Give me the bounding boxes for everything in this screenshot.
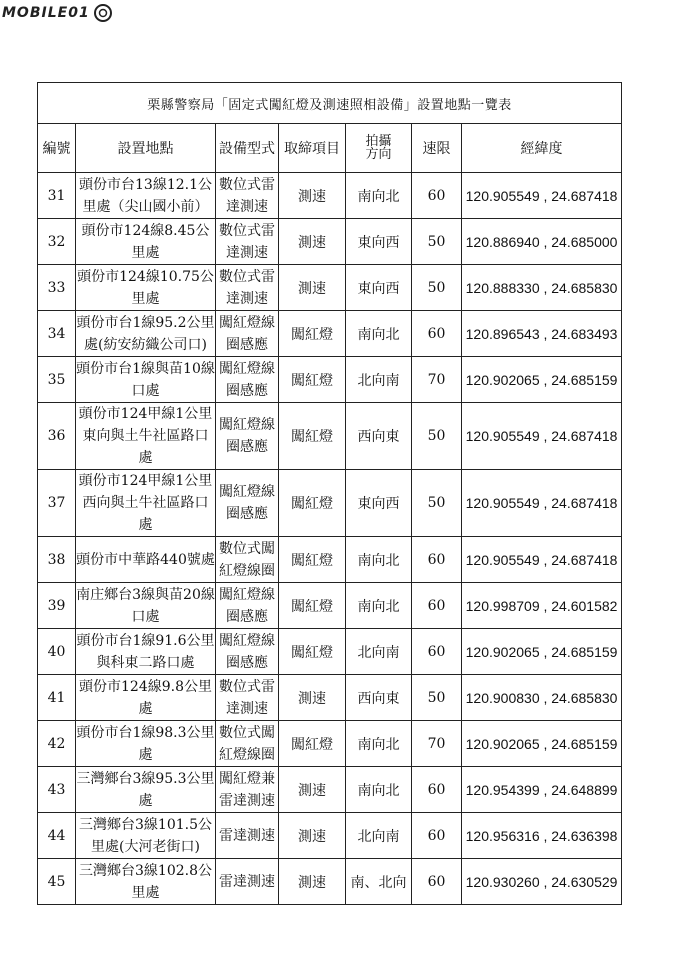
- row-enforcement-item: 闖紅燈: [279, 629, 346, 675]
- row-number: 36: [38, 403, 76, 470]
- row-direction: 東向西: [346, 470, 412, 537]
- row-speed-limit: 60: [412, 537, 462, 583]
- row-coordinates: 120.905549 , 24.687418: [462, 537, 622, 583]
- row-direction: 南向北: [346, 537, 412, 583]
- row-device-type: 數位式闖紅燈線圈: [216, 721, 279, 767]
- table-row: [38, 583, 622, 629]
- row-device-type: 數位式雷達測速: [216, 265, 279, 311]
- row-coordinates: 120.905549 , 24.687418: [462, 470, 622, 537]
- row-number: 33: [38, 265, 76, 311]
- row-enforcement-item: 闖紅燈: [279, 357, 346, 403]
- row-direction: 東向西: [346, 265, 412, 311]
- row-coordinates: 120.905549 , 24.687418: [462, 403, 622, 470]
- table-row: [38, 537, 622, 583]
- row-device-type: 闖紅燈線圈感應: [216, 357, 279, 403]
- row-location: 三灣鄉台3線102.8公里處: [76, 859, 216, 905]
- row-enforcement-item: 闖紅燈: [279, 403, 346, 470]
- row-location: 頭份市124甲線1公里東向與土牛社區路口處: [76, 403, 216, 470]
- site-logo: [2, 2, 114, 24]
- header-direction: 拍攝方向: [346, 124, 412, 173]
- row-coordinates: 120.956316 , 24.636398: [462, 813, 622, 859]
- row-number: 35: [38, 357, 76, 403]
- row-enforcement-item: 測速: [279, 767, 346, 813]
- logo-text: MOBILE01: [2, 5, 90, 21]
- row-location: 頭份市124線9.8公里處: [76, 675, 216, 721]
- row-location: 三灣鄉台3線95.3公里處: [76, 767, 216, 813]
- header-speed: 速限: [412, 124, 462, 173]
- row-enforcement-item: 測速: [279, 859, 346, 905]
- row-speed-limit: 60: [412, 813, 462, 859]
- row-direction: 東向西: [346, 219, 412, 265]
- row-device-type: 闖紅燈線圈感應: [216, 470, 279, 537]
- row-device-type: 數位式雷達測速: [216, 219, 279, 265]
- header-device: 設備型式: [216, 124, 279, 173]
- header-location: 設置地點: [76, 124, 216, 173]
- table-row: [38, 357, 622, 403]
- row-coordinates: 120.902065 , 24.685159: [462, 629, 622, 675]
- row-location: 頭份市中華路440號處: [76, 537, 216, 583]
- row-device-type: 闖紅燈線圈感應: [216, 583, 279, 629]
- row-speed-limit: 60: [412, 629, 462, 675]
- row-speed-limit: 50: [412, 470, 462, 537]
- row-location: 頭份市124甲線1公里西向與土牛社區路口處: [76, 470, 216, 537]
- row-location: 三灣鄉台3線101.5公里處(大河老街口): [76, 813, 216, 859]
- logo-ring-icon: [92, 3, 114, 23]
- row-device-type: 闖紅燈線圈感應: [216, 403, 279, 470]
- row-enforcement-item: 闖紅燈: [279, 583, 346, 629]
- row-direction: 南向北: [346, 721, 412, 767]
- row-coordinates: 120.902065 , 24.685159: [462, 357, 622, 403]
- table-row: [38, 219, 622, 265]
- table-title: 栗縣警察局「固定式闖紅燈及測速照相設備」設置地點一覽表: [38, 83, 622, 124]
- row-number: 32: [38, 219, 76, 265]
- row-direction: 北向南: [346, 813, 412, 859]
- row-speed-limit: 60: [412, 173, 462, 219]
- row-number: 40: [38, 629, 76, 675]
- row-coordinates: 120.900830 , 24.685830: [462, 675, 622, 721]
- row-number: 37: [38, 470, 76, 537]
- row-number: 38: [38, 537, 76, 583]
- row-device-type: 數位式雷達測速: [216, 675, 279, 721]
- row-enforcement-item: 闖紅燈: [279, 537, 346, 583]
- table-row: [38, 470, 622, 537]
- header-item: 取締項目: [279, 124, 346, 173]
- row-speed-limit: 70: [412, 721, 462, 767]
- header-no: 編號: [38, 124, 76, 173]
- row-coordinates: 120.930260 , 24.630529: [462, 859, 622, 905]
- row-number: 43: [38, 767, 76, 813]
- row-number: 34: [38, 311, 76, 357]
- row-coordinates: 120.998709 , 24.601582: [462, 583, 622, 629]
- table-row: [38, 403, 622, 470]
- table-row: [38, 265, 622, 311]
- row-enforcement-item: 闖紅燈: [279, 721, 346, 767]
- row-direction: 南向北: [346, 173, 412, 219]
- camera-location-table: [37, 82, 622, 905]
- row-number: 44: [38, 813, 76, 859]
- row-enforcement-item: 測速: [279, 265, 346, 311]
- row-speed-limit: 70: [412, 357, 462, 403]
- row-location: 頭份市台1線95.2公里處(紡安紡織公司口): [76, 311, 216, 357]
- row-coordinates: 120.888330 , 24.685830: [462, 265, 622, 311]
- row-location: 頭份市台1線98.3公里處: [76, 721, 216, 767]
- row-location: 頭份市台1線與苗10線口處: [76, 357, 216, 403]
- row-location: 南庄鄉台3線與苗20線口處: [76, 583, 216, 629]
- row-device-type: 雷達測速: [216, 813, 279, 859]
- header-row: [38, 124, 622, 173]
- row-speed-limit: 60: [412, 583, 462, 629]
- table-row: [38, 721, 622, 767]
- row-speed-limit: 60: [412, 767, 462, 813]
- row-speed-limit: 60: [412, 859, 462, 905]
- row-enforcement-item: 測速: [279, 173, 346, 219]
- row-speed-limit: 60: [412, 311, 462, 357]
- row-speed-limit: 50: [412, 219, 462, 265]
- row-number: 41: [38, 675, 76, 721]
- row-number: 39: [38, 583, 76, 629]
- row-direction: 南向北: [346, 767, 412, 813]
- table-row: [38, 173, 622, 219]
- table-row: [38, 675, 622, 721]
- row-direction: 南、北向: [346, 859, 412, 905]
- row-coordinates: 120.896543 , 24.683493: [462, 311, 622, 357]
- row-speed-limit: 50: [412, 403, 462, 470]
- row-enforcement-item: 測速: [279, 675, 346, 721]
- row-device-type: 闖紅燈線圈感應: [216, 629, 279, 675]
- row-enforcement-item: 測速: [279, 813, 346, 859]
- row-enforcement-item: 闖紅燈: [279, 311, 346, 357]
- row-direction: 南向北: [346, 583, 412, 629]
- row-coordinates: 120.954399 , 24.648899: [462, 767, 622, 813]
- table-row: [38, 813, 622, 859]
- row-direction: 西向東: [346, 403, 412, 470]
- row-number: 45: [38, 859, 76, 905]
- table-row: [38, 311, 622, 357]
- row-direction: 北向南: [346, 357, 412, 403]
- row-speed-limit: 50: [412, 675, 462, 721]
- row-enforcement-item: 測速: [279, 219, 346, 265]
- row-coordinates: 120.902065 , 24.685159: [462, 721, 622, 767]
- row-device-type: 闖紅燈線圈感應: [216, 311, 279, 357]
- row-number: 42: [38, 721, 76, 767]
- row-location: 頭份市台13線12.1公里處（尖山國小前）: [76, 173, 216, 219]
- row-coordinates: 120.886940 , 24.685000: [462, 219, 622, 265]
- table-row: [38, 859, 622, 905]
- table-row: [38, 629, 622, 675]
- row-location: 頭份市124線8.45公里處: [76, 219, 216, 265]
- header-coord: 經緯度: [462, 124, 622, 173]
- row-enforcement-item: 闖紅燈: [279, 470, 346, 537]
- row-number: 31: [38, 173, 76, 219]
- table-row: [38, 767, 622, 813]
- row-device-type: 雷達測速: [216, 859, 279, 905]
- row-location: 頭份市124線10.75公里處: [76, 265, 216, 311]
- row-location: 頭份市台1線91.6公里與科東二路口處: [76, 629, 216, 675]
- row-device-type: 數位式雷達測速: [216, 173, 279, 219]
- row-direction: 北向南: [346, 629, 412, 675]
- row-device-type: 數位式闖紅燈線圈: [216, 537, 279, 583]
- row-device-type: 闖紅燈兼雷達測速: [216, 767, 279, 813]
- row-direction: 西向東: [346, 675, 412, 721]
- row-coordinates: 120.905549 , 24.687418: [462, 173, 622, 219]
- row-direction: 南向北: [346, 311, 412, 357]
- row-speed-limit: 50: [412, 265, 462, 311]
